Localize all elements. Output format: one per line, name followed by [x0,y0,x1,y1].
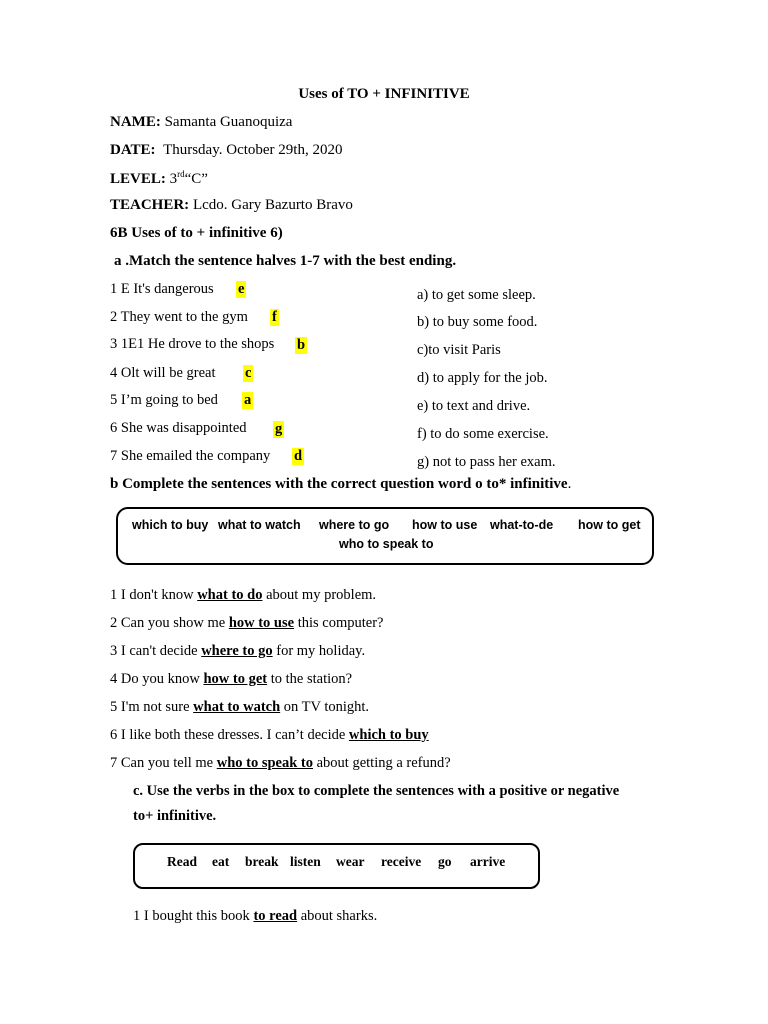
match-right-e: e) to text and drive. [417,398,531,414]
word-box-b-item: where to go [319,518,390,532]
level-line: LEVEL: 3rd“C” [110,169,208,187]
b-sentence-5: 5 I'm not sure what to watch on TV tonight. [110,699,370,715]
match-left-6: 6 She was disappointed [110,420,247,436]
match-right-d: d) to apply for the job. [417,370,548,386]
match-answer-5: a [244,392,252,408]
part-b-heading: b Complete the sentences with the correct question word o to* infinitive. [110,476,572,492]
word-box-b-item: who to speak to [339,537,434,551]
word-box-b-item: which to buy [132,518,209,532]
part-a-heading: a .Match the sentence halves 1-7 with the best ending. [114,253,457,269]
match-answer-2: f [272,309,277,325]
word-box-b-item: how to get [578,518,641,532]
word-box-c-item: arrive [470,854,506,869]
match-answer-7: d [294,448,303,464]
match-left-7: 7 She emailed the company [110,448,271,464]
page-title: Uses of TO + INFINITIVE [298,86,470,102]
match-left-3: 3 1E1 He drove to the shops [110,336,275,352]
match-left-5: 5 I’m going to bed [110,392,218,408]
b-sentence-1: 1 I don't know what to do about my problem. [110,587,377,603]
word-box-c-item: wear [336,854,365,869]
match-left-2: 2 They went to the gym [110,309,248,325]
word-box-c-item: receive [381,854,422,869]
match-answer-1: e [238,281,245,297]
match-right-c: c)to visit Paris [417,342,501,358]
match-answer-3: b [297,337,306,353]
b-sentence-2: 2 Can you show me how to use this computer? [110,615,384,631]
match-left-1: 1 E It's dangerous [110,281,214,297]
c-sentence-1: 1 I bought this book to read about sharks. [133,908,378,924]
b-sentence-7: 7 Can you tell me who to speak to about getting a refund? [110,755,451,771]
match-left-4: 4 Olt will be great [110,365,216,381]
word-box-b-item: how to use [412,518,478,532]
word-box-b-item: what to watch [218,518,301,532]
part-c-heading-line1: c. Use the verbs in the box to complete the sentences with a positive or negative [133,783,620,799]
part-c-heading-line2: to+ infinitive. [133,808,217,824]
section-6b-heading: 6B Uses of to + infinitive 6) [110,225,283,241]
word-box-c-item: listen [290,854,321,869]
word-box-c-item: eat [212,854,230,869]
word-box-c-item: break [245,854,279,869]
word-box-c-item: go [438,854,452,869]
word-box-c-item: Read [167,854,197,869]
match-right-b: b) to buy some food. [417,314,538,330]
match-right-g: g) not to pass her exam. [417,454,556,470]
b-sentence-4: 4 Do you know how to get to the station? [110,671,353,687]
date-line: DATE: Thursday. October 29th, 2020 [110,142,343,158]
b-sentence-6: 6 I like both these dresses. I can’t decide which to buy [110,727,429,743]
match-right-a: a) to get some sleep. [417,287,536,303]
word-box-b-item: what-to-de [490,518,554,532]
match-right-f: f) to do some exercise. [417,426,549,442]
teacher-line: TEACHER: Lcdo. Gary Bazurto Bravo [110,197,353,213]
word-box-c [133,843,540,889]
b-sentence-3: 3 I can't decide where to go for my holiday. [110,643,366,659]
name-line: NAME: Samanta Guanoquiza [110,114,293,130]
match-answer-4: c [245,365,252,381]
match-answer-6: g [275,421,283,437]
word-box-b [116,507,654,565]
